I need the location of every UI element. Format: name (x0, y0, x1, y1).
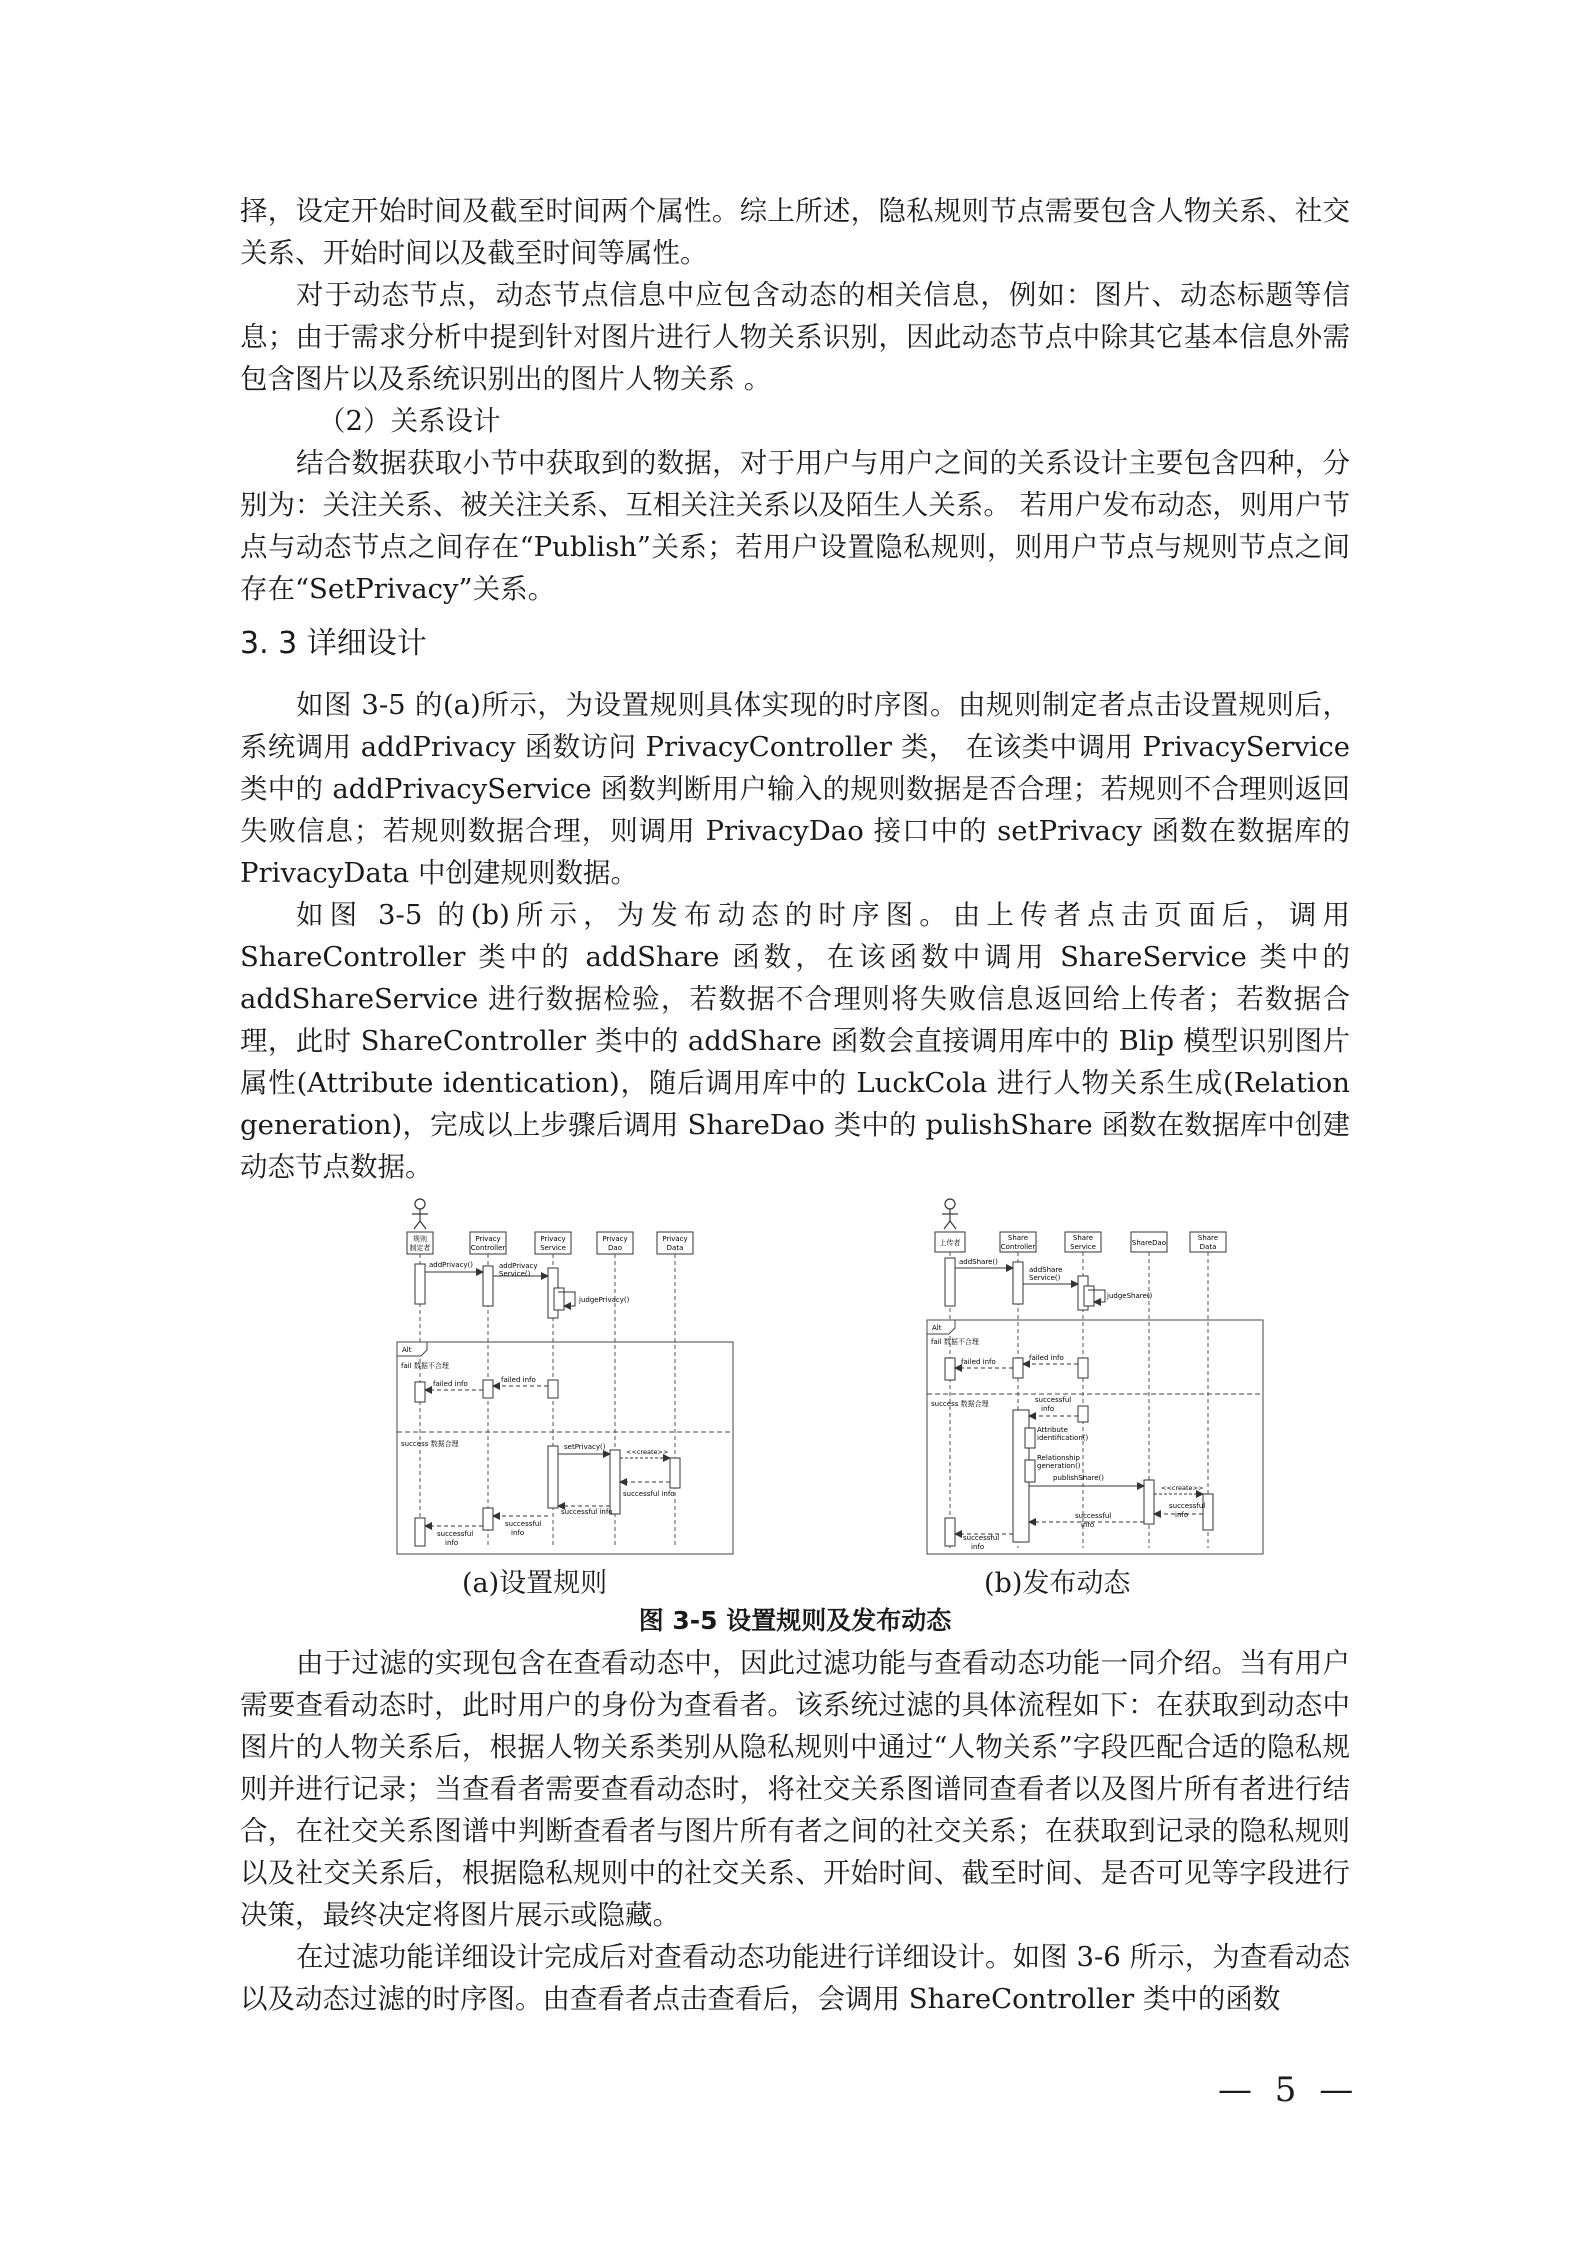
message-label: info (445, 1539, 459, 1547)
message-label: successful (1169, 1502, 1206, 1510)
paragraph: 由于过滤的实现包含在查看动态中，因此过滤功能与查看动态功能一同介绍。当有用户需要查看动态时，此时用户的身份为查看者。该系统过滤的具体流程如下：在获取到动态中图片的人物关系后，根据人物关系类别从隐私规则中通过“人物关系”字段匹配合适的隐私规则并进行记录；当查看者需要查看动态时，将社交关系图谱同查看者以及图片所有者进行结合，在社交关系图谱中判断查看者与图片所有者之间的社交关系；在获取到记录的隐私规则以及社交关系后，根据隐私规则中的社交关系、开始时间、截至时间、是否可见等字段进行决策，最终决定将图片展示或隐藏。 (240, 1647, 1350, 1931)
message-label: successful (437, 1530, 474, 1538)
lifeline-label: Privacy (602, 1235, 628, 1243)
message-label: successful (1075, 1512, 1112, 1520)
guard-label: success 数据合理 (931, 1400, 989, 1408)
paragraph: 在过滤功能详细设计完成后对查看动态功能进行详细设计。如图 3-6 所示，为查看动态以及动态过滤的时序图。由查看者点击查看后，会调用 ShareController 类中的函数 (240, 1941, 1350, 2015)
message-label: failed info (433, 1380, 468, 1388)
message-label: info (971, 1543, 985, 1551)
lifeline-label: Privacy (662, 1235, 688, 1243)
section-heading: 3. 3 详细设计 (240, 626, 427, 661)
figure-3-5 (240, 1196, 1350, 1599)
lifeline-label: Controller (1000, 1243, 1036, 1251)
guard-label: success 数据合理 (401, 1440, 459, 1448)
message-label: successful (963, 1534, 1000, 1542)
message-label: generation() (1037, 1462, 1081, 1470)
message-label: successful (1035, 1396, 1072, 1404)
actor-label: 上传者 (939, 1239, 961, 1247)
guard-label: fail 数据不合理 (401, 1362, 449, 1370)
guard-label: fail 数据不合理 (931, 1338, 979, 1346)
message-label: publishShare() (1053, 1474, 1104, 1482)
lifeline-label: Service (540, 1244, 566, 1252)
paragraph: 如图 3-5 的(b)所示，为发布动态的时序图。由上传者点击页面后，调用 ShareController 类中的 addShare 函数，在该函数中调用 ShareService 类中的 addShareService 进行数据检验，若数据不合理则将失败信息返回给上传者；若数据合理，此时 ShareController 类中的 addShare 函数会直接调用库中的 Blip 模型识别图片属性(Attribute identication)，随后调用库中的 LuckCola 进行人物关系生成(Relation generation)，完成以上步骤后调用 ShareDao 类中的 pulishShare 函数在数据库中创建动态节点数据。 (240, 899, 1350, 1183)
lifeline-label: Data (1199, 1243, 1217, 1251)
sub-caption-a: (a)设置规则 (462, 1568, 608, 1599)
alt-label: Alt (402, 1346, 412, 1354)
actor-label: 规则 (413, 1235, 427, 1243)
paragraph: 对于动态节点，动态节点信息中应包含动态的相关信息，例如：图片、动态标题等信息；由于需求分析中提到针对图片进行人物关系识别，因此动态节点中除其它基本信息外需包含图片以及系统识别出的图片人物关系 。 (240, 279, 1350, 395)
message-label: successful info (623, 1490, 675, 1498)
sequence-diagram-b (925, 1196, 1270, 1558)
sequence-diagram-b-svg (925, 1196, 1270, 1558)
lifeline-label: Share (1007, 1234, 1029, 1242)
actor-icon (942, 1199, 958, 1229)
message-label: successful (505, 1520, 542, 1528)
message-label: Service() (1029, 1274, 1061, 1282)
lifeline-label: Privacy (540, 1235, 566, 1243)
message-label: failed info (961, 1358, 996, 1366)
message-label: successful info (561, 1508, 613, 1516)
message-label: info (1081, 1521, 1095, 1529)
message-label: addShare (1029, 1266, 1063, 1274)
lifeline-label: Dao (608, 1244, 622, 1252)
message-label: addShare() (959, 1258, 998, 1266)
message-label: failed info (1029, 1354, 1064, 1362)
sequence-diagram-a-svg (395, 1196, 740, 1558)
sub-caption-b: (b)发布动态 (984, 1568, 1131, 1599)
message-label: Service() (499, 1270, 531, 1278)
lifeline-label: Share (1197, 1234, 1219, 1242)
lifeline-label: Service (1070, 1243, 1096, 1251)
lifeline-label: Privacy (475, 1235, 501, 1243)
message-label: failed info (501, 1376, 536, 1384)
message-label: Attribute (1037, 1426, 1068, 1434)
message-label: info (511, 1529, 525, 1537)
lifeline-label: ShareDao (1131, 1239, 1167, 1247)
subsection-title: （2）关系设计 (318, 405, 501, 437)
lifeline-label: Data (666, 1244, 684, 1252)
message-label: judgeShare() (1107, 1292, 1153, 1300)
message-label: identification() (1037, 1434, 1089, 1442)
paragraph: 如图 3-5 的(a)所示，为设置规则具体实现的时序图。由规则制定者点击设置规则后，系统调用 addPrivacy 函数访问 PrivacyController 类， 在该类中调用 PrivacyService 类中的 addPrivacyService 函数判断用户输入的规则数据是否合理；若规则不合理则返回失败信息；若规则数据合理，则调用 PrivacyDao 接口中的 setPrivacy 函数在数据库的 PrivacyData 中创建规则数据。 (240, 689, 1350, 889)
message-label: setPrivacy() (564, 1443, 606, 1451)
paragraph: 结合数据获取小节中获取到的数据，对于用户与用户之间的关系设计主要包含四种，分别为：关注关系、被关注关系、互相关注关系以及陌生人关系。 若用户发布动态，则用户节点与动态节点之间存在“Publish”关系；若用户设置隐私规则，则用户节点与规则节点之间存在“SetPrivacy”关系。 (240, 447, 1350, 605)
message-label: <<create>> (1161, 1484, 1204, 1492)
lifeline-label: Share (1072, 1234, 1094, 1242)
message-label: info (1041, 1405, 1055, 1413)
message-label: Relationship (1037, 1454, 1080, 1462)
message-label: addPrivacy() (429, 1261, 473, 1269)
page-body (240, 190, 1350, 2020)
message-label: info (1175, 1511, 1189, 1519)
sequence-diagram-a (395, 1196, 740, 1558)
actor-icon (412, 1199, 428, 1229)
page-number: — 5 — (1218, 2070, 1360, 2110)
message-label: judgePrivacy() (579, 1296, 630, 1304)
lifeline-label: Controller (470, 1244, 506, 1252)
paragraph: 择，设定开始时间及截至时间两个属性。综上所述，隐私规则节点需要包含人物关系、社交关系、开始时间以及截至时间等属性。 (240, 195, 1350, 269)
alt-label: Alt (932, 1324, 942, 1332)
message-label: <<create>> (626, 1448, 669, 1456)
figure-caption: 图 3-5 设置规则及发布动态 (638, 1606, 952, 1635)
actor-label: 制定者 (409, 1244, 431, 1252)
message-label: addPrivacy (499, 1262, 538, 1270)
